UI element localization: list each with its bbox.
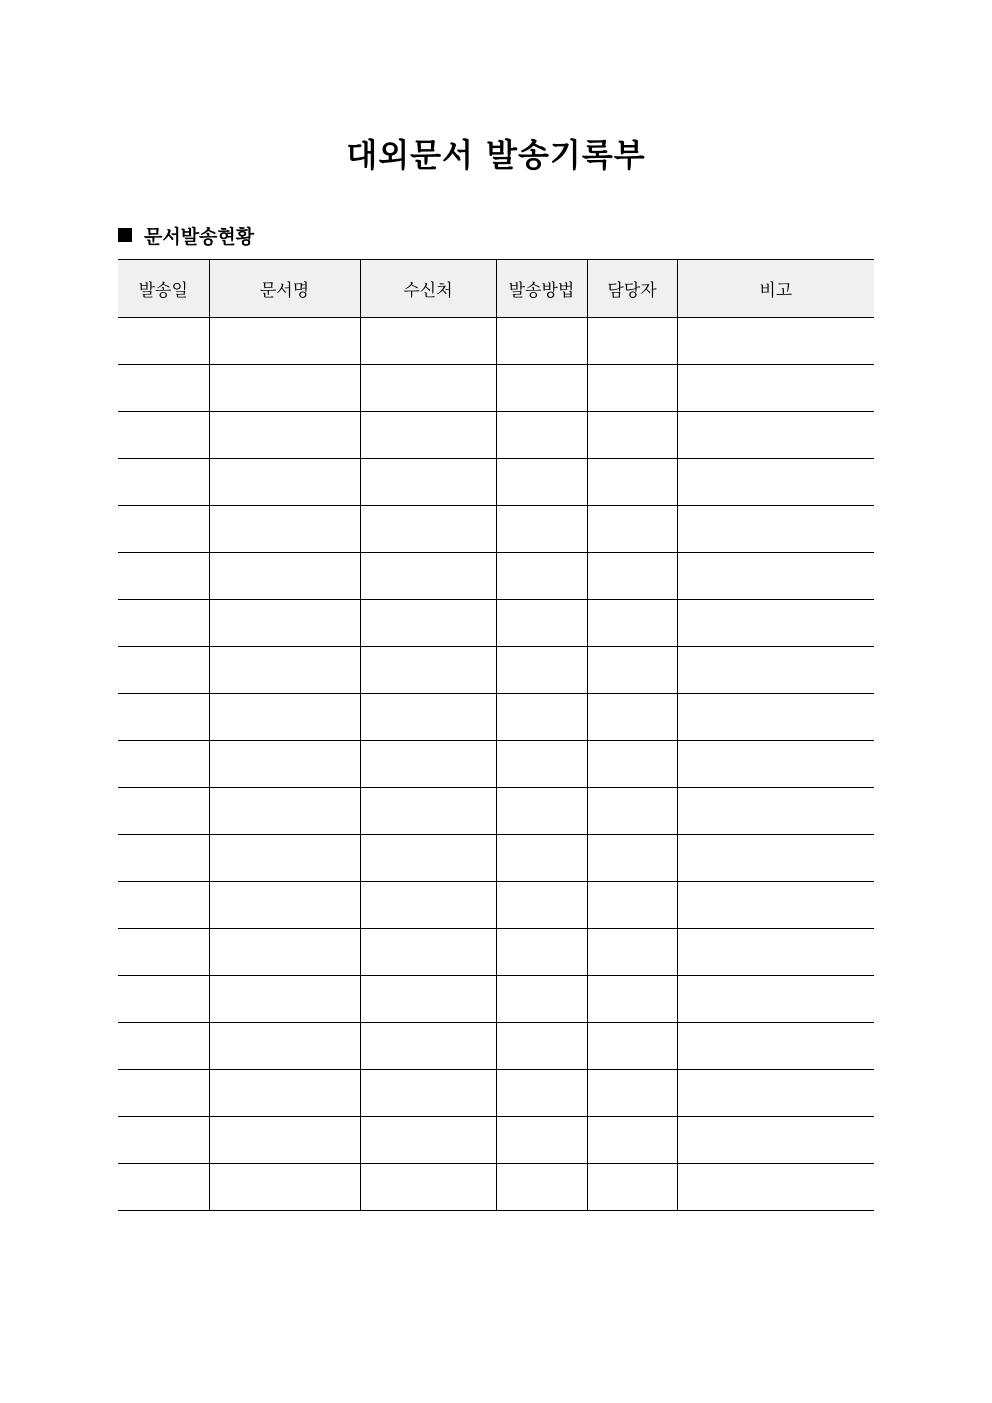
- table-cell-remarks[interactable]: [677, 694, 874, 741]
- table-cell-document-name[interactable]: [209, 976, 360, 1023]
- table-cell-document-name[interactable]: [209, 506, 360, 553]
- table-cell-person-in-charge[interactable]: [587, 694, 677, 741]
- table-cell-date[interactable]: [118, 694, 209, 741]
- page-title: 대외문서 발송기록부: [346, 136, 646, 174]
- table-cell-method[interactable]: [496, 600, 587, 647]
- table-cell-recipient[interactable]: [360, 929, 496, 976]
- table-row: [118, 835, 874, 882]
- table-cell-person-in-charge[interactable]: [587, 929, 677, 976]
- table-cell-remarks[interactable]: [677, 1117, 874, 1164]
- table-cell-document-name[interactable]: [209, 1023, 360, 1070]
- section-heading: [118, 222, 254, 248]
- table-cell-document-name[interactable]: [209, 694, 360, 741]
- table-row: [118, 1070, 874, 1117]
- table-cell-recipient[interactable]: [360, 365, 496, 412]
- table-cell-remarks[interactable]: [677, 1023, 874, 1070]
- table-cell-remarks[interactable]: [677, 459, 874, 506]
- table-cell-date[interactable]: [118, 835, 209, 882]
- table-cell-person-in-charge[interactable]: [587, 553, 677, 600]
- table-row: [118, 506, 874, 553]
- table-cell-remarks[interactable]: [677, 600, 874, 647]
- table-cell-recipient[interactable]: [360, 741, 496, 788]
- table-cell-date[interactable]: [118, 553, 209, 600]
- table-row: [118, 882, 874, 929]
- table-row: [118, 929, 874, 976]
- table-cell-person-in-charge[interactable]: [587, 1164, 677, 1211]
- table-cell-date[interactable]: [118, 882, 209, 929]
- table-row: [118, 694, 874, 741]
- table-cell-document-name[interactable]: [209, 882, 360, 929]
- table-cell-remarks[interactable]: [677, 553, 874, 600]
- table-cell-person-in-charge[interactable]: [587, 976, 677, 1023]
- table-cell-document-name[interactable]: [209, 1070, 360, 1117]
- table-cell-method[interactable]: [496, 1164, 587, 1211]
- column-header-remarks: 비고: [677, 260, 874, 318]
- table-cell-recipient[interactable]: [360, 412, 496, 459]
- dispatch-log-table: [118, 259, 874, 1211]
- table-row: [118, 976, 874, 1023]
- table-row: [118, 1164, 874, 1211]
- table-cell-person-in-charge[interactable]: [587, 318, 677, 365]
- table-row: [118, 788, 874, 835]
- table-row: [118, 1117, 874, 1164]
- table-cell-method[interactable]: [496, 882, 587, 929]
- table-cell-method[interactable]: [496, 741, 587, 788]
- table-cell-date[interactable]: [118, 1023, 209, 1070]
- table-cell-date[interactable]: [118, 459, 209, 506]
- table-cell-remarks[interactable]: [677, 882, 874, 929]
- table-cell-recipient[interactable]: [360, 835, 496, 882]
- table-cell-date[interactable]: [118, 1117, 209, 1164]
- table-cell-remarks[interactable]: [677, 365, 874, 412]
- table-cell-person-in-charge[interactable]: [587, 459, 677, 506]
- table-cell-remarks[interactable]: [677, 506, 874, 553]
- table-cell-date[interactable]: [118, 1070, 209, 1117]
- table-row: [118, 459, 874, 506]
- table-cell-method[interactable]: [496, 647, 587, 694]
- table-cell-remarks[interactable]: [677, 412, 874, 459]
- table-cell-remarks[interactable]: [677, 318, 874, 365]
- table-cell-date[interactable]: [118, 365, 209, 412]
- column-header-document-name: 문서명: [209, 260, 360, 318]
- table-cell-document-name[interactable]: [209, 1164, 360, 1211]
- table-cell-date[interactable]: [118, 741, 209, 788]
- table-row: [118, 553, 874, 600]
- table-cell-recipient[interactable]: [360, 506, 496, 553]
- table-cell-person-in-charge[interactable]: [587, 600, 677, 647]
- table-cell-recipient[interactable]: [360, 882, 496, 929]
- table-cell-date[interactable]: [118, 929, 209, 976]
- table-cell-method[interactable]: [496, 365, 587, 412]
- table-cell-recipient[interactable]: [360, 318, 496, 365]
- table-cell-person-in-charge[interactable]: [587, 647, 677, 694]
- table-cell-method[interactable]: [496, 318, 587, 365]
- table-cell-person-in-charge[interactable]: [587, 1070, 677, 1117]
- table-cell-remarks[interactable]: [677, 1164, 874, 1211]
- table-cell-person-in-charge[interactable]: [587, 835, 677, 882]
- square-bullet-icon: [118, 228, 132, 242]
- table-cell-method[interactable]: [496, 694, 587, 741]
- table-cell-date[interactable]: [118, 788, 209, 835]
- table-cell-recipient[interactable]: [360, 694, 496, 741]
- table-cell-person-in-charge[interactable]: [587, 412, 677, 459]
- table-row: [118, 318, 874, 365]
- table-cell-document-name[interactable]: [209, 318, 360, 365]
- table-cell-recipient[interactable]: [360, 600, 496, 647]
- table-cell-recipient[interactable]: [360, 647, 496, 694]
- table-cell-document-name[interactable]: [209, 929, 360, 976]
- table-cell-document-name[interactable]: [209, 741, 360, 788]
- table-cell-date[interactable]: [118, 647, 209, 694]
- table-cell-remarks[interactable]: [677, 929, 874, 976]
- table-cell-document-name[interactable]: [209, 412, 360, 459]
- table-cell-method[interactable]: [496, 506, 587, 553]
- table-cell-recipient[interactable]: [360, 788, 496, 835]
- table-cell-date[interactable]: [118, 318, 209, 365]
- table-cell-document-name[interactable]: [209, 788, 360, 835]
- table-cell-recipient[interactable]: [360, 1164, 496, 1211]
- table-cell-date[interactable]: [118, 976, 209, 1023]
- table-cell-date[interactable]: [118, 600, 209, 647]
- table-cell-method[interactable]: [496, 929, 587, 976]
- table-cell-person-in-charge[interactable]: [587, 1117, 677, 1164]
- table-cell-method[interactable]: [496, 553, 587, 600]
- table-cell-method[interactable]: [496, 835, 587, 882]
- table-cell-remarks[interactable]: [677, 647, 874, 694]
- table-cell-date[interactable]: [118, 412, 209, 459]
- table-cell-document-name[interactable]: [209, 600, 360, 647]
- table-cell-method[interactable]: [496, 1023, 587, 1070]
- table-header-row: [118, 260, 874, 318]
- table-row: [118, 647, 874, 694]
- table-cell-method[interactable]: [496, 459, 587, 506]
- table-cell-document-name[interactable]: [209, 365, 360, 412]
- table-cell-person-in-charge[interactable]: [587, 882, 677, 929]
- table-cell-recipient[interactable]: [360, 553, 496, 600]
- table-cell-remarks[interactable]: [677, 1070, 874, 1117]
- table-row: [118, 741, 874, 788]
- table-row: [118, 600, 874, 647]
- column-header-recipient: 수신처: [360, 260, 496, 318]
- table-row: [118, 412, 874, 459]
- table-cell-date[interactable]: [118, 1164, 209, 1211]
- table-cell-person-in-charge[interactable]: [587, 788, 677, 835]
- table-cell-document-name[interactable]: [209, 459, 360, 506]
- table-cell-document-name[interactable]: [209, 835, 360, 882]
- table-cell-date[interactable]: [118, 506, 209, 553]
- table-cell-recipient[interactable]: [360, 1023, 496, 1070]
- table-cell-remarks[interactable]: [677, 976, 874, 1023]
- table-cell-recipient[interactable]: [360, 1070, 496, 1117]
- table-cell-method[interactable]: [496, 1117, 587, 1164]
- table-cell-person-in-charge[interactable]: [587, 506, 677, 553]
- section-heading-label: 문서발송현황: [144, 225, 255, 248]
- table-cell-document-name[interactable]: [209, 1117, 360, 1164]
- column-header-date: 발송일: [118, 260, 209, 318]
- table-cell-document-name[interactable]: [209, 647, 360, 694]
- table-cell-document-name[interactable]: [209, 553, 360, 600]
- table-row: [118, 365, 874, 412]
- table-cell-remarks[interactable]: [677, 741, 874, 788]
- table-row: [118, 1023, 874, 1070]
- column-header-person-in-charge: 담당자: [587, 260, 677, 318]
- table-body: [118, 318, 874, 1211]
- table-cell-recipient[interactable]: [360, 976, 496, 1023]
- column-header-method: 발송방법: [496, 260, 587, 318]
- table-cell-remarks[interactable]: [677, 788, 874, 835]
- table-cell-person-in-charge[interactable]: [587, 365, 677, 412]
- table-cell-person-in-charge[interactable]: [587, 1023, 677, 1070]
- table-cell-method[interactable]: [496, 788, 587, 835]
- table-cell-recipient[interactable]: [360, 1117, 496, 1164]
- table-cell-method[interactable]: [496, 412, 587, 459]
- table-cell-recipient[interactable]: [360, 459, 496, 506]
- table-cell-method[interactable]: [496, 1070, 587, 1117]
- table-cell-remarks[interactable]: [677, 835, 874, 882]
- table-cell-person-in-charge[interactable]: [587, 741, 677, 788]
- table-cell-method[interactable]: [496, 976, 587, 1023]
